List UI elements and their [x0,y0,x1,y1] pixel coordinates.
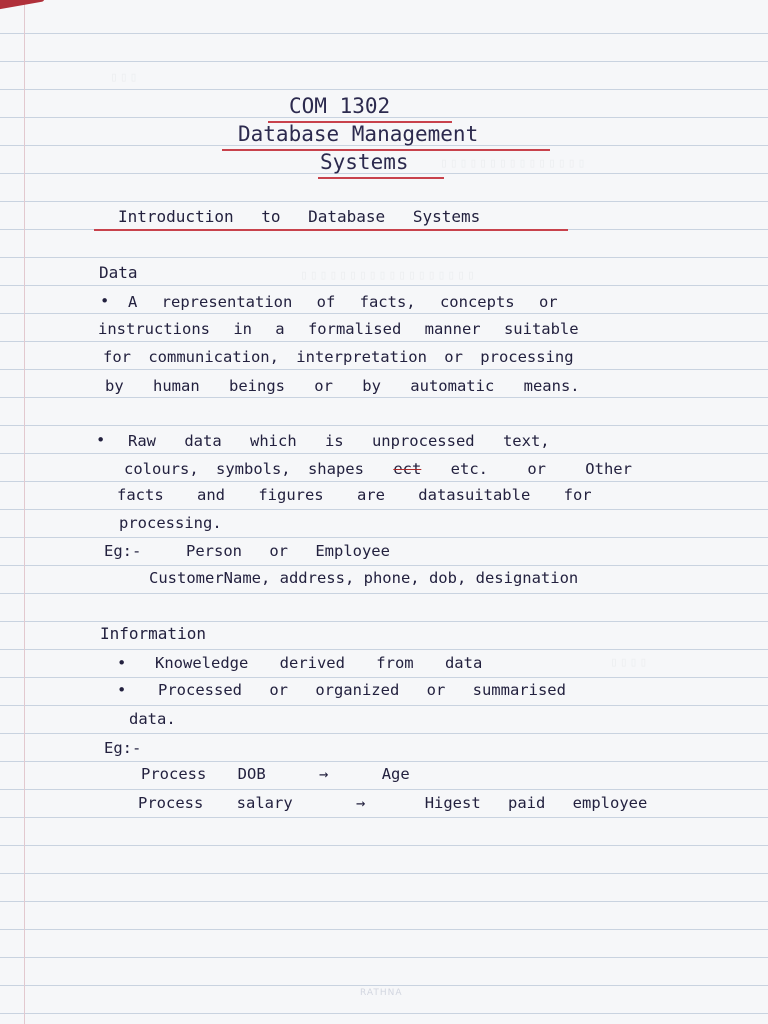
course-title-line1: Database Management [238,122,479,146]
corner-tab-mark [0,0,45,11]
process-input: Process DOB [141,765,266,783]
data-definition-line: A representation of facts, concepts or [128,293,558,311]
example-label: Eg:- [104,542,142,560]
bullet-marker: • [100,292,110,310]
information-heading: Information [100,624,206,643]
raw-data-line: processing. [119,514,222,532]
struck-out-word: ect [393,460,422,478]
data-definition-line: by human beings or by automatic means. [105,377,580,395]
bleed-through-mark: ▯▯▯▯▯▯▯▯▯▯▯▯▯▯▯▯▯▯ [300,268,477,283]
raw-data-line: facts and figures are datasuitable for [117,486,592,504]
bleed-through-mark: ▯▯▯▯ [610,655,650,670]
arrow-icon: → [319,765,329,783]
example-detail: CustomerName, address, phone, dob, designation [149,569,579,587]
bullet-marker: • [96,431,106,449]
raw-data-line [124,462,632,478]
data-definition-line: for communication, interpretation or processing [103,348,574,366]
example-label: Eg:- [104,739,142,757]
bullet-marker: • [117,681,127,699]
information-definition-line: Knoweledge derived from data [155,654,483,672]
data-definition-line: instructions in a formalised manner suitable [98,320,579,338]
data-heading: Data [99,263,138,282]
page-footer-brand: RATHNA [360,988,403,998]
arrow-icon: → [356,794,366,812]
bullet-marker: • [117,654,127,672]
raw-data-line: Raw data which is unprocessed text, [128,432,550,450]
process-example [141,767,410,783]
raw-data-line-end: etc. or Other [450,460,632,478]
raw-data-line-start: colours, symbols, shapes [124,460,364,478]
information-definition-line: data. [129,710,176,728]
example-text: Person or Employee [186,542,390,560]
process-example [138,796,647,812]
process-input: Process salary [138,794,293,812]
process-output: Age [381,765,410,783]
information-definition-line: Processed or organized or summarised [158,681,566,699]
course-title-line2: Systems [320,150,409,174]
margin-line [24,0,25,1024]
bleed-through-mark: ▯▯▯▯▯▯▯▯▯▯▯▯▯▯▯ [440,156,588,171]
bleed-through-mark: ▯▯▯ [110,70,140,85]
title-underline [318,177,444,179]
topic-underline [94,229,568,231]
topic-title: Introduction to Database Systems [118,207,481,226]
course-code: COM 1302 [289,94,391,118]
process-output: Higest paid employee [424,794,648,812]
